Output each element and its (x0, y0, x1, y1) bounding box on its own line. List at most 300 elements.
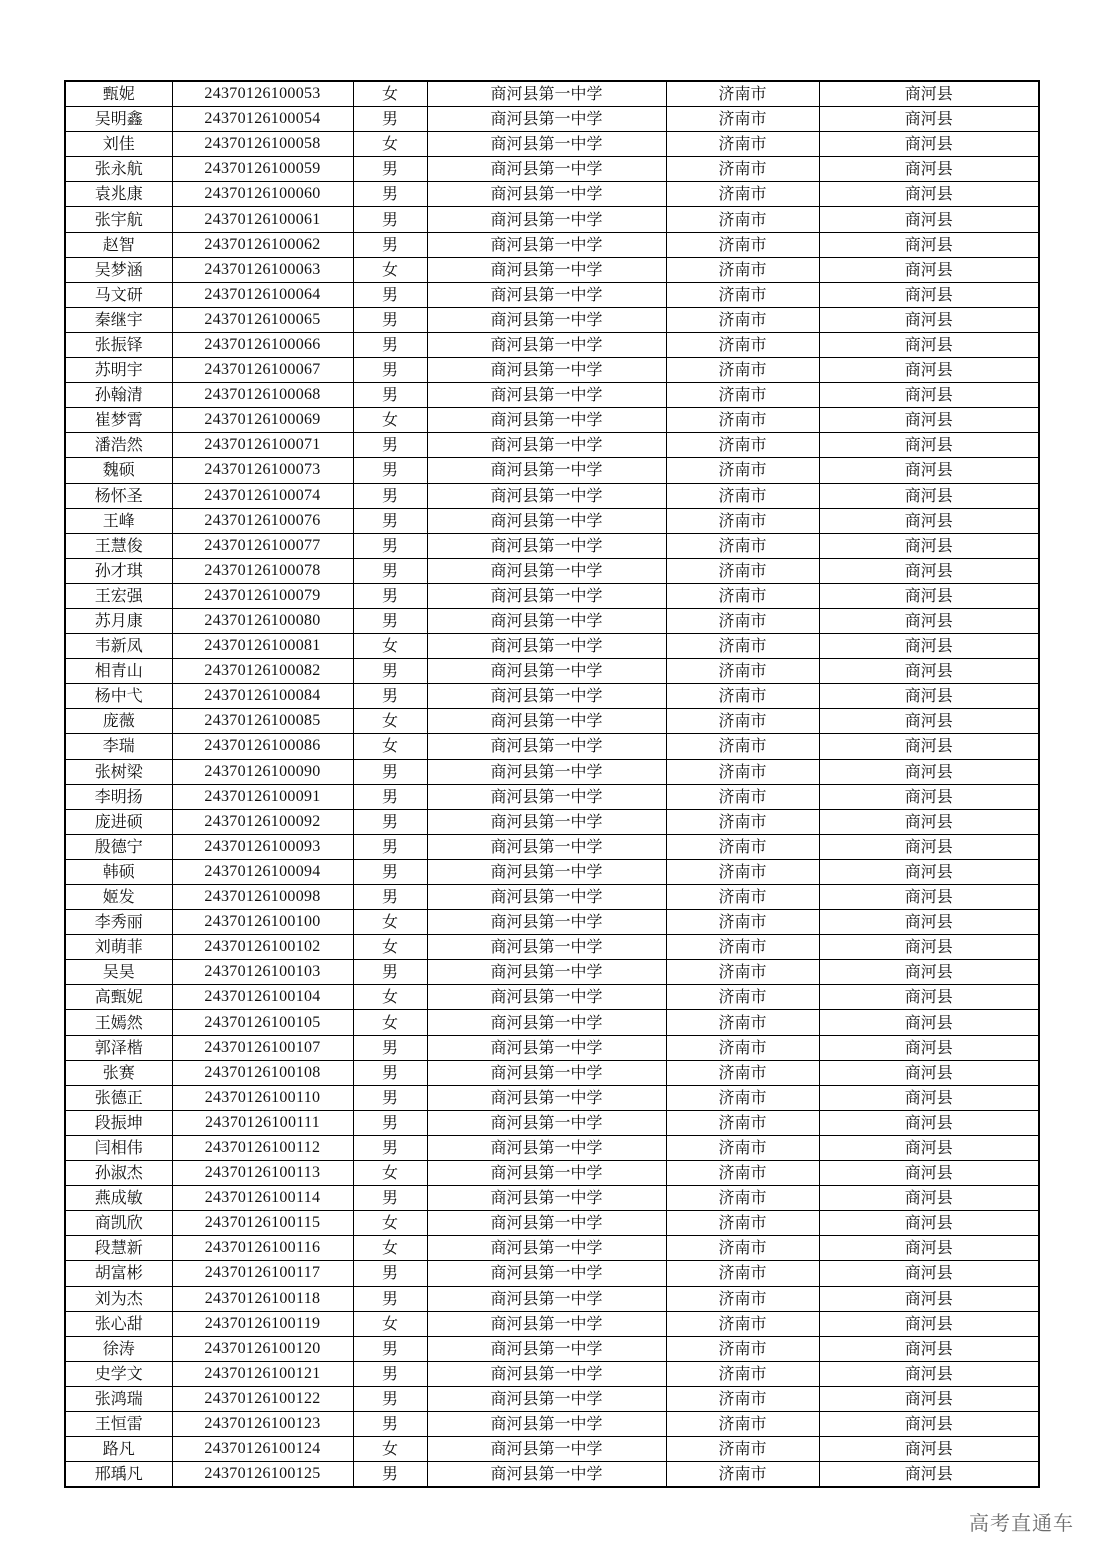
city-cell: 济南市 (666, 458, 819, 483)
table-row (65, 81, 1039, 107)
gender-cell: 男 (353, 182, 427, 207)
table-row (65, 759, 1039, 784)
city-cell: 济南市 (666, 132, 819, 157)
county-cell: 商河县 (819, 859, 1039, 884)
county-cell: 商河县 (819, 1336, 1039, 1361)
school-cell: 商河县第一中学 (427, 834, 666, 859)
city-cell: 济南市 (666, 232, 819, 257)
gender-cell: 男 (353, 784, 427, 809)
gender-cell: 女 (353, 910, 427, 935)
exam-id-cell: 24370126100125 (172, 1462, 353, 1488)
name-cell: 姬发 (65, 885, 172, 910)
city-cell: 济南市 (666, 483, 819, 508)
name-cell: 魏硕 (65, 458, 172, 483)
city-cell: 济南市 (666, 408, 819, 433)
county-cell: 商河县 (819, 1286, 1039, 1311)
city-cell: 济南市 (666, 583, 819, 608)
county-cell: 商河县 (819, 834, 1039, 859)
exam-id-cell: 24370126100103 (172, 960, 353, 985)
school-cell: 商河县第一中学 (427, 784, 666, 809)
gender-cell: 男 (353, 383, 427, 408)
gender-cell: 男 (353, 458, 427, 483)
table-row (65, 383, 1039, 408)
exam-id-cell: 24370126100115 (172, 1211, 353, 1236)
name-cell: 段慧新 (65, 1236, 172, 1261)
city-cell: 济南市 (666, 960, 819, 985)
gender-cell: 男 (353, 483, 427, 508)
county-cell: 商河县 (819, 483, 1039, 508)
gender-cell: 女 (353, 81, 427, 107)
county-cell: 商河县 (819, 508, 1039, 533)
name-cell: 马文研 (65, 282, 172, 307)
table-row (65, 608, 1039, 633)
gender-cell: 女 (353, 132, 427, 157)
gender-cell: 男 (353, 1135, 427, 1160)
exam-id-cell: 24370126100091 (172, 784, 353, 809)
name-cell: 赵智 (65, 232, 172, 257)
gender-cell: 男 (353, 960, 427, 985)
exam-id-cell: 24370126100082 (172, 659, 353, 684)
county-cell: 商河县 (819, 1261, 1039, 1286)
gender-cell: 女 (353, 935, 427, 960)
city-cell: 济南市 (666, 985, 819, 1010)
name-cell: 孙翰清 (65, 383, 172, 408)
name-cell: 潘浩然 (65, 433, 172, 458)
gender-cell: 男 (353, 608, 427, 633)
county-cell: 商河县 (819, 558, 1039, 583)
city-cell: 济南市 (666, 1236, 819, 1261)
county-cell: 商河县 (819, 1437, 1039, 1462)
name-cell: 庞薇 (65, 709, 172, 734)
table-row (65, 157, 1039, 182)
school-cell: 商河县第一中学 (427, 809, 666, 834)
name-cell: 庞进硕 (65, 809, 172, 834)
exam-id-cell: 24370126100121 (172, 1361, 353, 1386)
gender-cell: 男 (353, 207, 427, 232)
exam-id-cell: 24370126100064 (172, 282, 353, 307)
exam-id-cell: 24370126100060 (172, 182, 353, 207)
county-cell: 商河县 (819, 634, 1039, 659)
county-cell: 商河县 (819, 107, 1039, 132)
exam-id-cell: 24370126100098 (172, 885, 353, 910)
gender-cell: 女 (353, 1211, 427, 1236)
city-cell: 济南市 (666, 558, 819, 583)
exam-id-cell: 24370126100071 (172, 433, 353, 458)
exam-id-cell: 24370126100078 (172, 558, 353, 583)
school-cell: 商河县第一中学 (427, 583, 666, 608)
exam-id-cell: 24370126100076 (172, 508, 353, 533)
table-row (65, 935, 1039, 960)
gender-cell: 女 (353, 1311, 427, 1336)
table-row (65, 834, 1039, 859)
school-cell: 商河县第一中学 (427, 508, 666, 533)
school-cell: 商河县第一中学 (427, 232, 666, 257)
name-cell: 段振坤 (65, 1110, 172, 1135)
school-cell: 商河县第一中学 (427, 684, 666, 709)
exam-id-cell: 24370126100112 (172, 1135, 353, 1160)
table-body (65, 81, 1039, 1487)
table-row (65, 1236, 1039, 1261)
exam-id-cell: 24370126100077 (172, 533, 353, 558)
school-cell: 商河县第一中学 (427, 985, 666, 1010)
county-cell: 商河县 (819, 1135, 1039, 1160)
exam-id-cell: 24370126100062 (172, 232, 353, 257)
table-row (65, 408, 1039, 433)
city-cell: 济南市 (666, 1411, 819, 1436)
table-row (65, 1437, 1039, 1462)
table-row (65, 207, 1039, 232)
county-cell: 商河县 (819, 935, 1039, 960)
name-cell: 高甄妮 (65, 985, 172, 1010)
school-cell: 商河县第一中学 (427, 608, 666, 633)
school-cell: 商河县第一中学 (427, 1035, 666, 1060)
county-cell: 商河县 (819, 759, 1039, 784)
city-cell: 济南市 (666, 358, 819, 383)
exam-id-cell: 24370126100124 (172, 1437, 353, 1462)
table-row (65, 1110, 1039, 1135)
city-cell: 济南市 (666, 1211, 819, 1236)
city-cell: 济南市 (666, 107, 819, 132)
exam-id-cell: 24370126100085 (172, 709, 353, 734)
student-list-table (64, 80, 1040, 1488)
gender-cell: 男 (353, 809, 427, 834)
exam-id-cell: 24370126100081 (172, 634, 353, 659)
city-cell: 济南市 (666, 885, 819, 910)
table-row (65, 332, 1039, 357)
school-cell: 商河县第一中学 (427, 157, 666, 182)
school-cell: 商河县第一中学 (427, 1161, 666, 1186)
city-cell: 济南市 (666, 1161, 819, 1186)
county-cell: 商河县 (819, 1060, 1039, 1085)
exam-id-cell: 24370126100067 (172, 358, 353, 383)
name-cell: 胡富彬 (65, 1261, 172, 1286)
county-cell: 商河县 (819, 182, 1039, 207)
city-cell: 济南市 (666, 1437, 819, 1462)
exam-id-cell: 24370126100053 (172, 81, 353, 107)
name-cell: 刘为杰 (65, 1286, 172, 1311)
city-cell: 济南市 (666, 834, 819, 859)
county-cell: 商河县 (819, 358, 1039, 383)
exam-id-cell: 24370126100092 (172, 809, 353, 834)
county-cell: 商河县 (819, 1236, 1039, 1261)
exam-id-cell: 24370126100063 (172, 257, 353, 282)
table-row (65, 1261, 1039, 1286)
county-cell: 商河县 (819, 684, 1039, 709)
city-cell: 济南市 (666, 1010, 819, 1035)
table-row (65, 533, 1039, 558)
table-row (65, 1311, 1039, 1336)
table-row (65, 182, 1039, 207)
gender-cell: 女 (353, 709, 427, 734)
county-cell: 商河县 (819, 809, 1039, 834)
name-cell: 相青山 (65, 659, 172, 684)
county-cell: 商河县 (819, 282, 1039, 307)
city-cell: 济南市 (666, 1386, 819, 1411)
city-cell: 济南市 (666, 1060, 819, 1085)
city-cell: 济南市 (666, 684, 819, 709)
county-cell: 商河县 (819, 257, 1039, 282)
exam-id-cell: 24370126100111 (172, 1110, 353, 1135)
name-cell: 张德正 (65, 1085, 172, 1110)
name-cell: 殷德宁 (65, 834, 172, 859)
gender-cell: 男 (353, 1411, 427, 1436)
school-cell: 商河县第一中学 (427, 307, 666, 332)
name-cell: 杨怀圣 (65, 483, 172, 508)
gender-cell: 女 (353, 257, 427, 282)
table-row (65, 1010, 1039, 1035)
school-cell: 商河县第一中学 (427, 1437, 666, 1462)
county-cell: 商河县 (819, 1386, 1039, 1411)
city-cell: 济南市 (666, 307, 819, 332)
exam-id-cell: 24370126100107 (172, 1035, 353, 1060)
gender-cell: 男 (353, 1386, 427, 1411)
school-cell: 商河县第一中学 (427, 1010, 666, 1035)
table-row (65, 659, 1039, 684)
city-cell: 济南市 (666, 1110, 819, 1135)
name-cell: 甄妮 (65, 81, 172, 107)
table-row (65, 257, 1039, 282)
city-cell: 济南市 (666, 1462, 819, 1488)
school-cell: 商河县第一中学 (427, 558, 666, 583)
name-cell: 苏月康 (65, 608, 172, 633)
table-row (65, 784, 1039, 809)
gender-cell: 女 (353, 408, 427, 433)
city-cell: 济南市 (666, 1336, 819, 1361)
table-row (65, 282, 1039, 307)
county-cell: 商河县 (819, 232, 1039, 257)
exam-id-cell: 24370126100120 (172, 1336, 353, 1361)
gender-cell: 男 (353, 508, 427, 533)
watermark-text: 高考直通车 (969, 1511, 1074, 1535)
school-cell: 商河县第一中学 (427, 1135, 666, 1160)
name-cell: 孙淑杰 (65, 1161, 172, 1186)
school-cell: 商河县第一中学 (427, 1386, 666, 1411)
school-cell: 商河县第一中学 (427, 634, 666, 659)
name-cell: 张振铎 (65, 332, 172, 357)
school-cell: 商河县第一中学 (427, 885, 666, 910)
school-cell: 商河县第一中学 (427, 759, 666, 784)
school-cell: 商河县第一中学 (427, 332, 666, 357)
table-row (65, 232, 1039, 257)
school-cell: 商河县第一中学 (427, 935, 666, 960)
name-cell: 韦新凤 (65, 634, 172, 659)
county-cell: 商河县 (819, 1361, 1039, 1386)
school-cell: 商河县第一中学 (427, 207, 666, 232)
table-row (65, 583, 1039, 608)
gender-cell: 女 (353, 734, 427, 759)
city-cell: 济南市 (666, 433, 819, 458)
gender-cell: 男 (353, 533, 427, 558)
name-cell: 李秀丽 (65, 910, 172, 935)
table-row (65, 1386, 1039, 1411)
county-cell: 商河县 (819, 1211, 1039, 1236)
gender-cell: 男 (353, 1110, 427, 1135)
county-cell: 商河县 (819, 433, 1039, 458)
gender-cell: 男 (353, 1286, 427, 1311)
school-cell: 商河县第一中学 (427, 709, 666, 734)
name-cell: 崔梦霄 (65, 408, 172, 433)
county-cell: 商河县 (819, 985, 1039, 1010)
school-cell: 商河县第一中学 (427, 859, 666, 884)
city-cell: 济南市 (666, 332, 819, 357)
exam-id-cell: 24370126100074 (172, 483, 353, 508)
table-row (65, 1186, 1039, 1211)
gender-cell: 女 (353, 1236, 427, 1261)
school-cell: 商河县第一中学 (427, 1085, 666, 1110)
city-cell: 济南市 (666, 282, 819, 307)
city-cell: 济南市 (666, 508, 819, 533)
school-cell: 商河县第一中学 (427, 1261, 666, 1286)
table-row (65, 809, 1039, 834)
exam-id-cell: 24370126100116 (172, 1236, 353, 1261)
name-cell: 商凯欣 (65, 1211, 172, 1236)
table-row (65, 558, 1039, 583)
name-cell: 王慧俊 (65, 533, 172, 558)
name-cell: 秦继宇 (65, 307, 172, 332)
table-row (65, 433, 1039, 458)
gender-cell: 女 (353, 634, 427, 659)
school-cell: 商河县第一中学 (427, 1186, 666, 1211)
gender-cell: 男 (353, 157, 427, 182)
exam-id-cell: 24370126100073 (172, 458, 353, 483)
name-cell: 郭泽楷 (65, 1035, 172, 1060)
gender-cell: 女 (353, 1437, 427, 1462)
gender-cell: 男 (353, 433, 427, 458)
school-cell: 商河县第一中学 (427, 358, 666, 383)
exam-id-cell: 24370126100069 (172, 408, 353, 433)
school-cell: 商河县第一中学 (427, 1060, 666, 1085)
city-cell: 济南市 (666, 709, 819, 734)
exam-id-cell: 24370126100080 (172, 608, 353, 633)
name-cell: 王嫣然 (65, 1010, 172, 1035)
name-cell: 史学文 (65, 1361, 172, 1386)
exam-id-cell: 24370126100123 (172, 1411, 353, 1436)
county-cell: 商河县 (819, 1010, 1039, 1035)
table-row (65, 634, 1039, 659)
name-cell: 王恒雷 (65, 1411, 172, 1436)
school-cell: 商河县第一中学 (427, 659, 666, 684)
gender-cell: 男 (353, 1186, 427, 1211)
exam-id-cell: 24370126100113 (172, 1161, 353, 1186)
county-cell: 商河县 (819, 533, 1039, 558)
school-cell: 商河县第一中学 (427, 408, 666, 433)
city-cell: 济南市 (666, 608, 819, 633)
school-cell: 商河县第一中学 (427, 483, 666, 508)
table-row (65, 859, 1039, 884)
city-cell: 济南市 (666, 1311, 819, 1336)
exam-id-cell: 24370126100090 (172, 759, 353, 784)
table-row (65, 508, 1039, 533)
city-cell: 济南市 (666, 383, 819, 408)
gender-cell: 男 (353, 107, 427, 132)
county-cell: 商河县 (819, 1085, 1039, 1110)
name-cell: 李明扬 (65, 784, 172, 809)
city-cell: 济南市 (666, 1361, 819, 1386)
exam-id-cell: 24370126100119 (172, 1311, 353, 1336)
name-cell: 孙才琪 (65, 558, 172, 583)
school-cell: 商河县第一中学 (427, 1336, 666, 1361)
gender-cell: 男 (353, 358, 427, 383)
exam-id-cell: 24370126100093 (172, 834, 353, 859)
name-cell: 李瑞 (65, 734, 172, 759)
name-cell: 张赛 (65, 1060, 172, 1085)
gender-cell: 男 (353, 1085, 427, 1110)
name-cell: 韩硕 (65, 859, 172, 884)
city-cell: 济南市 (666, 157, 819, 182)
county-cell: 商河县 (819, 885, 1039, 910)
exam-id-cell: 24370126100100 (172, 910, 353, 935)
county-cell: 商河县 (819, 458, 1039, 483)
exam-id-cell: 24370126100110 (172, 1085, 353, 1110)
name-cell: 张宇航 (65, 207, 172, 232)
name-cell: 张鸿瑞 (65, 1386, 172, 1411)
table-row (65, 885, 1039, 910)
table-row (65, 1361, 1039, 1386)
school-cell: 商河县第一中学 (427, 458, 666, 483)
name-cell: 吴昊 (65, 960, 172, 985)
table-row (65, 1411, 1039, 1436)
name-cell: 袁兆康 (65, 182, 172, 207)
name-cell: 苏明宇 (65, 358, 172, 383)
city-cell: 济南市 (666, 809, 819, 834)
exam-id-cell: 24370126100084 (172, 684, 353, 709)
exam-id-cell: 24370126100104 (172, 985, 353, 1010)
city-cell: 济南市 (666, 533, 819, 558)
exam-id-cell: 24370126100068 (172, 383, 353, 408)
city-cell: 济南市 (666, 859, 819, 884)
county-cell: 商河县 (819, 709, 1039, 734)
school-cell: 商河县第一中学 (427, 433, 666, 458)
school-cell: 商河县第一中学 (427, 383, 666, 408)
county-cell: 商河县 (819, 1110, 1039, 1135)
county-cell: 商河县 (819, 332, 1039, 357)
city-cell: 济南市 (666, 659, 819, 684)
city-cell: 济南市 (666, 1261, 819, 1286)
gender-cell: 男 (353, 885, 427, 910)
exam-id-cell: 24370126100054 (172, 107, 353, 132)
table-row (65, 1336, 1039, 1361)
table-row (65, 307, 1039, 332)
gender-cell: 男 (353, 1035, 427, 1060)
county-cell: 商河县 (819, 157, 1039, 182)
gender-cell: 男 (353, 1462, 427, 1488)
county-cell: 商河县 (819, 1311, 1039, 1336)
name-cell: 吴梦涵 (65, 257, 172, 282)
gender-cell: 男 (353, 1361, 427, 1386)
school-cell: 商河县第一中学 (427, 1110, 666, 1135)
name-cell: 徐涛 (65, 1336, 172, 1361)
name-cell: 燕成敏 (65, 1186, 172, 1211)
table-row (65, 1286, 1039, 1311)
school-cell: 商河县第一中学 (427, 910, 666, 935)
city-cell: 济南市 (666, 182, 819, 207)
gender-cell: 男 (353, 558, 427, 583)
gender-cell: 男 (353, 332, 427, 357)
county-cell: 商河县 (819, 307, 1039, 332)
exam-id-cell: 24370126100066 (172, 332, 353, 357)
city-cell: 济南市 (666, 81, 819, 107)
table-row (65, 734, 1039, 759)
city-cell: 济南市 (666, 935, 819, 960)
school-cell: 商河县第一中学 (427, 107, 666, 132)
county-cell: 商河县 (819, 408, 1039, 433)
exam-id-cell: 24370126100061 (172, 207, 353, 232)
school-cell: 商河县第一中学 (427, 282, 666, 307)
name-cell: 张心甜 (65, 1311, 172, 1336)
county-cell: 商河县 (819, 784, 1039, 809)
name-cell: 王宏强 (65, 583, 172, 608)
city-cell: 济南市 (666, 257, 819, 282)
